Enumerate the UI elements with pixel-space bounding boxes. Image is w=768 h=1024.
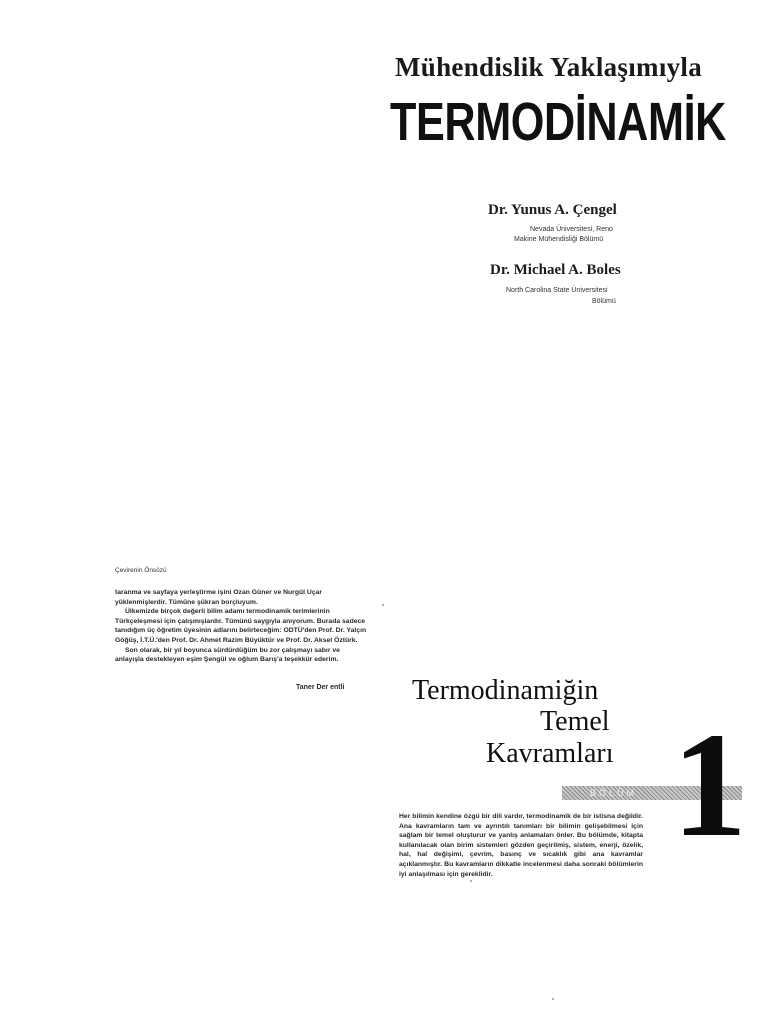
chapter-label: BÖLÜM — [590, 788, 638, 798]
book-subtitle: Mühendislik Yaklaşımıyla — [395, 52, 703, 82]
preface-heading: Çevirenin Önsözü — [115, 567, 167, 574]
author-affiliation-2-line-2: Bölümü — [592, 298, 616, 305]
scan-speck — [552, 998, 554, 1000]
author-name-1: Dr. Yunus A. Çengel — [488, 202, 617, 218]
author-affiliation-1-line-2: Makine Mühendisliği Bölümü — [514, 236, 604, 243]
chapter-title-line-1: Termodinamiğin — [412, 675, 599, 706]
chapter-title-line-3: Kavramları — [486, 738, 614, 769]
chapter-number: 1 — [672, 702, 747, 868]
chapter-intro: Her bilimin kendine özgü bir dili vardır, termodinamik de bir istisna değildir. Ana kavramların tam ve ayrıntılı tanımları bir bilimin gelişebilmesi için sağlam bir temel oluşturur ve yanlış anlamaları önler. Bu bölümde, kitapta kullanılacak olan birim sistemleri gözden geçirilmiş, sistem, enerji, özelik, hal, hal değişimi, çevrim, basınç ve sıcaklık gibi ana kavramlar açıklanmıştır. Bu kavramların dikkatle incelenmesi daha sonraki bölümlerin iyi anlaşılması için gereklidir. — [399, 813, 643, 878]
translator-signature: Taner Der entli — [296, 684, 345, 691]
preface-paragraph: taranma ve sayfaya yerleştirme işini Ozan Güner ve Nurgül Uçar yüklenmişlerdir. Tümüne şükran borçluyum. — [115, 589, 323, 606]
author-affiliation-2-line-1: North Carolina State Üniversitesi — [506, 287, 608, 294]
chapter-title-line-2: Temel — [540, 706, 610, 737]
preface-paragraph: Ülkemizde birçok değerli bilim adamı termodinamik terimlerinin Türkçeleşmesi için çalışmışlardır. Tümünü saygıyla anıyorum. Burada sadece tanıdığım üç öğretim üyesinin adlarını belirteceğim: ODTÜ'den Prof. Dr. Yalçın Göğüş, İ.T.Ü.'den Prof. Dr. Ahmet Razim Büyüktür ve Prof. Dr. Aksel Öztürk. — [115, 608, 367, 644]
author-name-2: Dr. Michael A. Boles — [490, 262, 621, 278]
author-affiliation-1-line-1: Nevada Üniversitesi, Reno — [530, 226, 613, 233]
preface-body — [115, 588, 367, 665]
scan-speck — [470, 880, 472, 882]
book-title: TERMODİNAMİK — [390, 92, 726, 152]
scan-speck — [382, 604, 384, 606]
preface-paragraph: Son olarak, bir yıl boyunca sürdürdüğüm bu zor çalışmayı sabır ve anlayışla destekleyen eşim Şengül ve oğlum Barış'a teşekkür ederim. — [115, 646, 340, 664]
